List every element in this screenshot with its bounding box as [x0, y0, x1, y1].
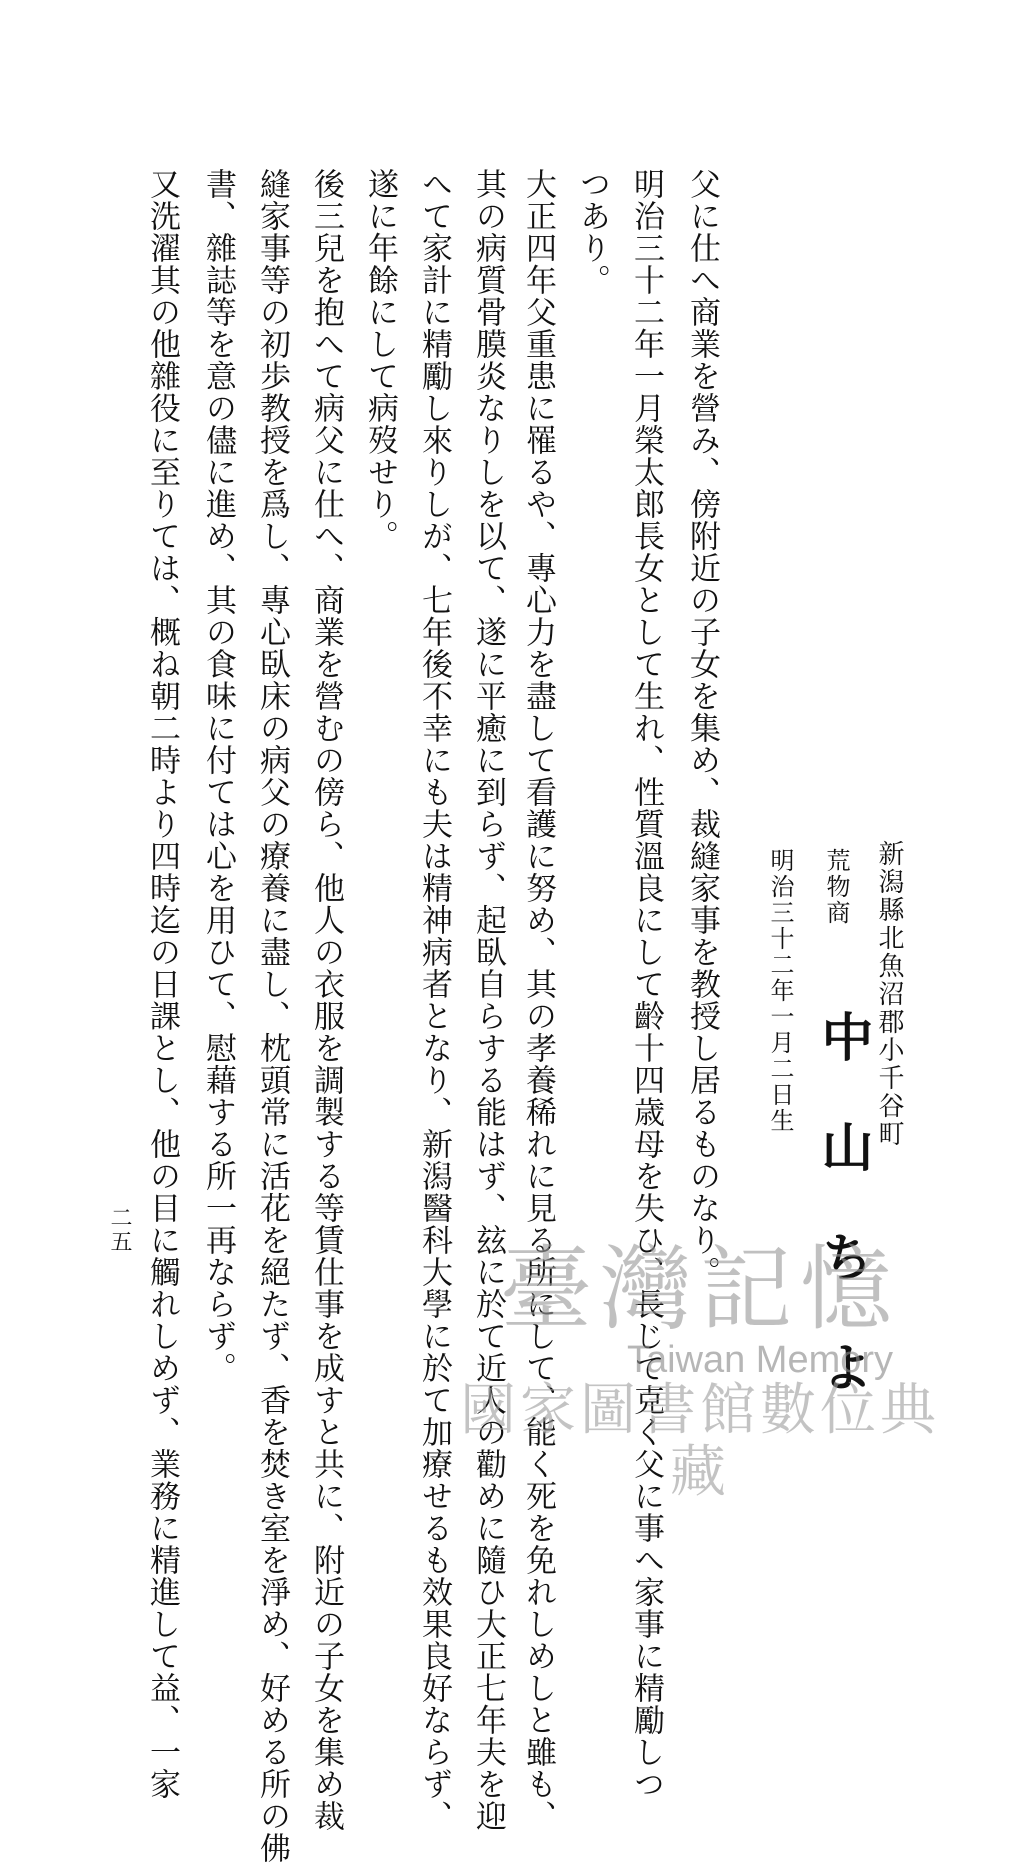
body-column: 縫家事等の初歩教授を爲し、專心臥床の病父の療養に盡し、枕頭常に活花を絕たず、香を焚き室を淨め、好める所の佛 — [254, 168, 290, 1864]
watermark — [440, 1236, 960, 1505]
body-column: 父に仕へ商業を營み、傍附近の子女を集め、裁縫家事を教授し居るものなり。 — [684, 168, 720, 1288]
body-column: 遂に年餘にして病歿せり。 — [362, 168, 398, 552]
person-name: 中山ちよ — [812, 1010, 873, 1450]
body-column: つあり。 — [574, 168, 610, 296]
body-column: 書、雜誌等を意の儘に進め、其の食味に付ては心を用ひて、慰藉する所一再ならず。 — [200, 168, 236, 1384]
body-column: 大正四年父重患に罹るや、專心力を盡して看護に努め、其の孝養稀れに見る所にして、能く死を免れしめしと雖も、 — [520, 168, 556, 1832]
watermark-english: Taiwan Memory — [626, 1339, 894, 1381]
body-column: 明治三十二年一月榮太郎長女として生れ、性質溫良にして齡十四歳母を失ひ、長じて克く父に事へ家事に精勵しつ — [628, 168, 664, 1800]
page-number: 二五 — [107, 1206, 132, 1254]
body-column: へて家計に精勵し來りしが、七年後不幸にも夫は精神病者となり、新潟醫科大學に於て加療せるも效果良好ならず、 — [416, 168, 452, 1832]
birth-date: 明治三十二年一月二日生 — [766, 848, 794, 1134]
body-column: 又洗濯其の他雜役に至りては、概ね朝二時より四時迄の日課とし、他の目に觸れしめず、業務に精進して益、一家 — [144, 168, 180, 1800]
watermark-chinese: 國家圖書館數位典藏 — [460, 1378, 940, 1505]
address-heading: 新潟縣北魚沼郡小千谷町 — [874, 840, 904, 1148]
body-column: 其の病質骨膜炎なりしを以て、遂に平癒に到らず、起臥自らする能はず、玆に於て近人の勸めに隨ひ大正七年夫を迎 — [470, 168, 506, 1832]
body-column: 後三兒を抱へて病父に仕へ、商業を營むの傍ら、他人の衣服を調製する等賃仕事を成すと共に、附近の子女を集め裁 — [308, 168, 344, 1832]
occupation-label: 荒物商 — [822, 848, 850, 926]
watermark-logo-text: 臺灣記憶 — [499, 1236, 900, 1343]
